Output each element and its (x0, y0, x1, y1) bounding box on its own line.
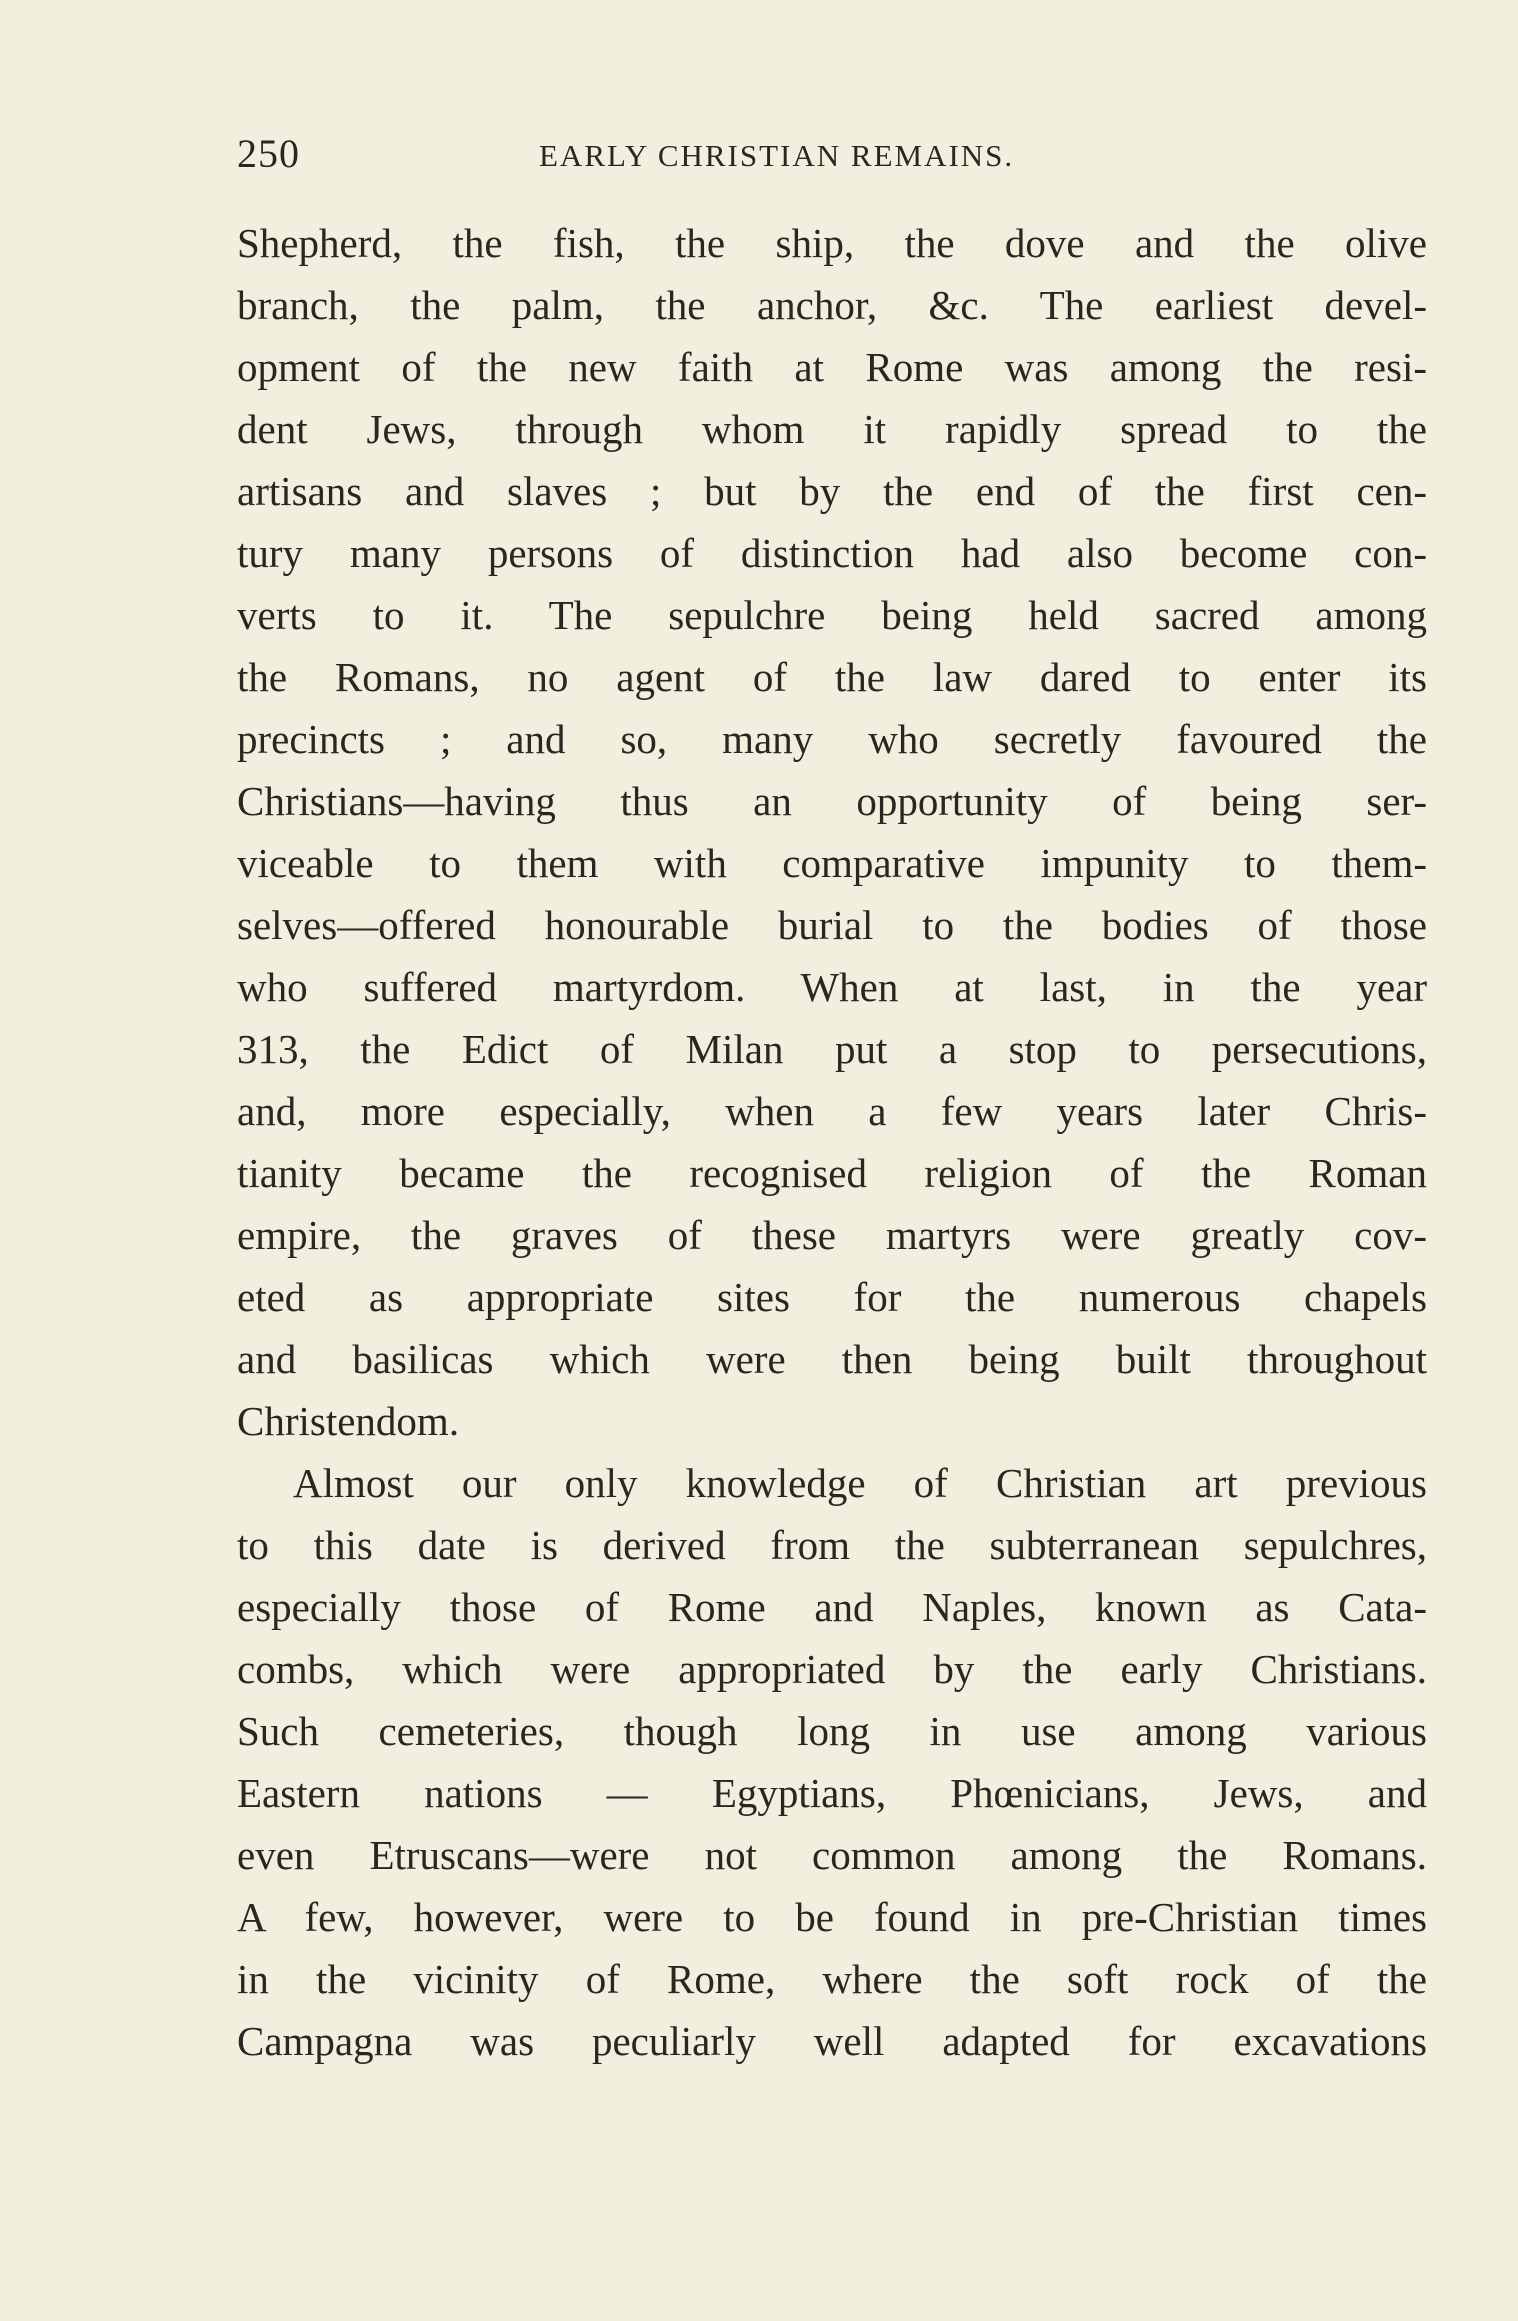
text-line: the Romans, no agent of the law dared to enter its (237, 654, 1427, 700)
text-line: Almost our only knowledge of Christian art previous (293, 1460, 1427, 1506)
text-line: eted as appropriate sites for the numerous chapels (237, 1274, 1427, 1320)
text-line: Campagna was peculiarly well adapted for excavations (237, 2018, 1427, 2064)
body-text (237, 212, 1427, 2072)
text-line: to this date is derived from the subterranean sepulchres, (237, 1522, 1427, 1568)
text-line: dent Jews, through whom it rapidly spread to the (237, 406, 1427, 452)
text-line: 313, the Edict of Milan put a stop to persecutions, (237, 1026, 1427, 1072)
text-line: especially those of Rome and Naples, known as Cata- (237, 1584, 1427, 1630)
page-number: 250 (237, 131, 300, 176)
text-line: who suffered martyrdom. When at last, in the year (237, 964, 1427, 1010)
text-line: precincts ; and so, many who secretly favoured the (237, 716, 1427, 762)
text-line: combs, which were appropriated by the early Christians. (237, 1646, 1427, 1692)
text-line: tury many persons of distinction had also become con- (237, 530, 1427, 576)
text-line: Christians—having thus an opportunity of being ser- (237, 778, 1427, 824)
text-line: A few, however, were to be found in pre-Christian times (237, 1894, 1427, 1940)
text-line: in the vicinity of Rome, where the soft rock of the (237, 1956, 1427, 2002)
text-line: Eastern nations — Egyptians, Phœnicians, Jews, and (237, 1770, 1427, 1816)
text-line: tianity became the recognised religion of the Roman (237, 1150, 1427, 1196)
text-line: empire, the graves of these martyrs were greatly cov- (237, 1212, 1427, 1258)
text-line: selves—offered honourable burial to the bodies of those (237, 902, 1427, 948)
text-line: Such cemeteries, though long in use among various (237, 1708, 1427, 1754)
text-line: Shepherd, the fish, the ship, the dove and the olive (237, 220, 1427, 266)
text-line: opment of the new faith at Rome was among the resi- (237, 344, 1427, 390)
text-line: branch, the palm, the anchor, &c. The earliest devel- (237, 282, 1427, 328)
paragraph-1 (237, 212, 1427, 1452)
text-line: and, more especially, when a few years later Chris- (237, 1088, 1427, 1134)
text-line: and basilicas which were then being built throughout (237, 1336, 1427, 1382)
text-line: Christendom. (237, 1398, 460, 1444)
running-head (237, 130, 1427, 180)
text-line: verts to it. The sepulchre being held sacred among (237, 592, 1427, 638)
text-line: even Etruscans—were not common among the Romans. (237, 1832, 1427, 1878)
running-title: EARLY CHRISTIAN REMAINS. (539, 138, 1015, 173)
text-line: viceable to them with comparative impunity to them- (237, 840, 1427, 886)
paragraph-2 (237, 1452, 1427, 2072)
text-line: artisans and slaves ; but by the end of the first cen- (237, 468, 1427, 514)
